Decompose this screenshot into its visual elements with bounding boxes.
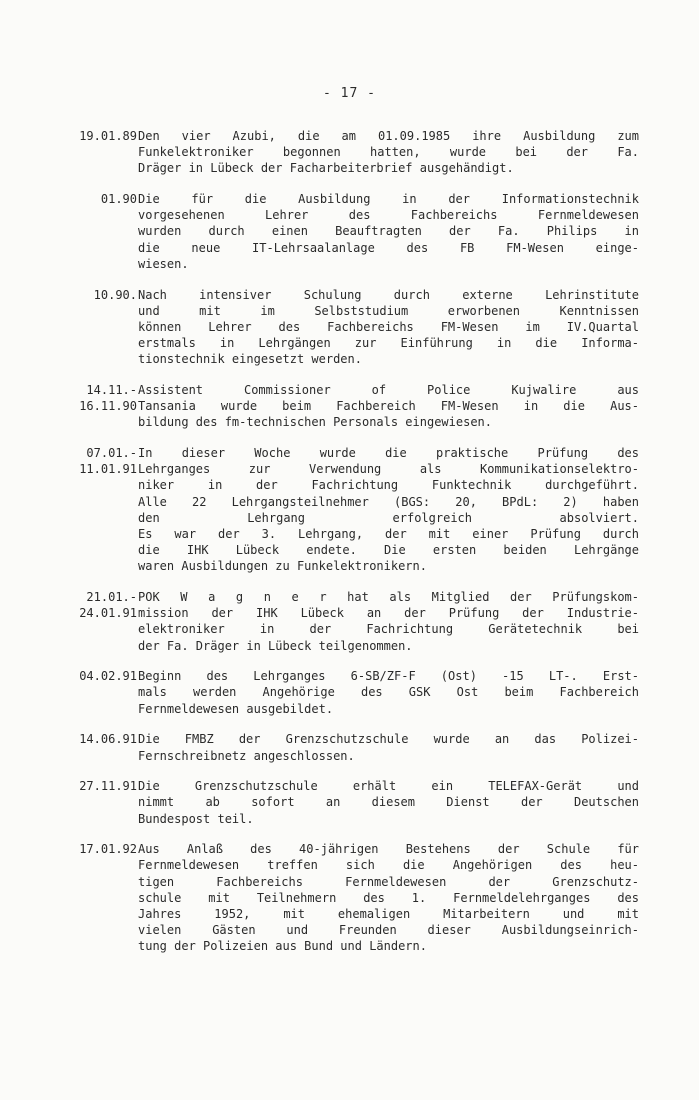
entry-text-line: Fernmeldewesen ausgebildet. bbox=[138, 701, 334, 716]
entry-text bbox=[138, 128, 639, 177]
entry-text bbox=[138, 668, 639, 717]
entry-date-line: 11.01.91 bbox=[79, 462, 137, 477]
chronicle-entry bbox=[0, 841, 699, 954]
entry-text-line: erstmals in Lehrgängen zur Einführung in die Informa- bbox=[138, 336, 639, 351]
entry-date bbox=[0, 731, 137, 747]
chronicle-entry bbox=[0, 382, 699, 431]
chronicle-entry bbox=[0, 778, 699, 827]
entry-text-line: nimmt ab sofort an diesem Dienst der Deutschen bbox=[138, 795, 639, 810]
entry-text-line: den Lehrgang erfolgreich absolviert. bbox=[138, 510, 639, 525]
entry-date-line: 14.11.- bbox=[86, 382, 137, 397]
entry-date-line: 04.02.91 bbox=[79, 669, 137, 684]
entry-text-line: vorgesehenen Lehrer des Fachbereichs Fernmeldewesen bbox=[138, 208, 639, 223]
entry-text-line: vielen Gästen und Freunden dieser Ausbildungseinrich- bbox=[138, 923, 639, 938]
entry-text-line: bildung des fm-technischen Personals eingewiesen. bbox=[138, 415, 493, 430]
entry-text-line: können Lehrer des Fachbereichs FM-Wesen im IV.Quartal bbox=[138, 319, 639, 334]
entry-text-line: wurden durch einen Beauftragten der Fa. Philips in bbox=[138, 224, 639, 239]
entry-text bbox=[138, 445, 639, 575]
entry-text-line: Die FMBZ der Grenzschutzschule wurde an das Polizei- bbox=[138, 732, 639, 747]
entry-text-line: Fernschreibnetz angeschlossen. bbox=[138, 748, 355, 763]
chronicle-entry bbox=[0, 731, 699, 763]
entry-text-line: Die für die Ausbildung in der Informationstechnik bbox=[138, 192, 639, 207]
entry-date-line: 10.90. bbox=[93, 287, 137, 302]
entry-date-line: 27.11.91 bbox=[79, 779, 137, 794]
entry-text-line: tung der Polizeien aus Bund und Ländern. bbox=[138, 939, 427, 954]
entry-date-line: 14.06.91 bbox=[79, 732, 137, 747]
entry-text-line: waren Ausbildungen zu Funkelektronikern. bbox=[138, 559, 427, 574]
entry-text-line: wiesen. bbox=[138, 256, 189, 271]
entry-text-line: mission der IHK Lübeck an der Prüfung der Industrie- bbox=[138, 606, 639, 621]
entry-text-line: niker in der Fachrichtung Funktechnik durchgeführt. bbox=[138, 478, 639, 493]
entry-text-line: Lehrganges zur Verwendung als Kommunikationselektro- bbox=[138, 462, 639, 477]
entry-text-line: Tansania wurde beim Fachbereich FM-Wesen in die Aus- bbox=[138, 399, 639, 414]
entry-text-line: Fernmeldewesen treffen sich die Angehörigen des heu- bbox=[138, 858, 639, 873]
entry-date bbox=[0, 778, 137, 794]
entry-text-line: tigen Fachbereichs Fernmeldewesen der Grenzschutz- bbox=[138, 874, 639, 889]
entry-date-line: 16.11.90 bbox=[79, 399, 137, 414]
entry-date-line: 07.01.- bbox=[86, 446, 137, 460]
entry-text-line: Nach intensiver Schulung durch externe Lehrinstitute bbox=[138, 287, 639, 302]
entry-text-line: Die Grenzschutzschule erhält ein TELEFAX-Gerät und bbox=[138, 779, 639, 794]
chronicle-entry bbox=[0, 287, 699, 368]
entry-date bbox=[0, 128, 137, 144]
entry-text-line: Bundespost teil. bbox=[138, 811, 254, 826]
entry-date-line: 19.01.89 bbox=[79, 129, 137, 143]
entry-text bbox=[138, 382, 639, 431]
entry-text-line: schule mit Teilnehmern des 1. Fernmeldelehrganges des bbox=[138, 890, 639, 905]
entry-text-line: Jahres 1952, mit ehemaligen Mitarbeitern und mit bbox=[138, 907, 639, 921]
entry-text-line: Den vier Azubi, die am 01.09.1985 ihre Ausbildung zum bbox=[138, 129, 639, 143]
entry-text-line: die neue IT-Lehrsaalanlage des FB FM-Wesen einge- bbox=[138, 240, 639, 255]
entry-text-line: Aus Anlaß des 40-jährigen Bestehens der Schule für bbox=[138, 842, 639, 857]
entry-text-line: Beginn des Lehrganges 6-SB/ZF-F (Ost) -15 LT-. Erst- bbox=[138, 669, 639, 684]
entry-text-line: POK W a g n e r hat als Mitglied der Prüfungskom- bbox=[138, 590, 639, 604]
entry-date-line: 17.01.92 bbox=[79, 842, 137, 857]
entry-date bbox=[0, 841, 137, 857]
chronicle-entry bbox=[0, 191, 699, 272]
entry-text bbox=[138, 731, 639, 763]
entry-text-line: Alle 22 Lehrgangsteilnehmer (BGS: 20, BPdL: 2) haben bbox=[138, 494, 639, 509]
entry-text-line: elektroniker in der Fachrichtung Gerätetechnik bei bbox=[138, 622, 639, 637]
entry-date bbox=[0, 445, 137, 477]
chronicle-entry bbox=[0, 668, 699, 717]
chronicle-entry bbox=[0, 128, 699, 177]
entry-text bbox=[138, 287, 639, 368]
entry-date-line: 01.90 bbox=[100, 192, 137, 207]
entry-text-line: tionstechnik eingesetzt werden. bbox=[138, 352, 362, 367]
entry-text bbox=[138, 191, 639, 272]
chronicle-entry bbox=[0, 589, 699, 654]
entry-text-line: mals werden Angehörige des GSK Ost beim Fachbereich bbox=[138, 685, 639, 700]
entry-date bbox=[0, 382, 137, 414]
entry-text bbox=[138, 841, 639, 954]
entry-text-line: der Fa. Dräger in Lübeck teilgenommen. bbox=[138, 638, 413, 653]
entry-text-line: Funkelektroniker begonnen hatten, wurde bei der Fa. bbox=[138, 145, 639, 160]
entry-date bbox=[0, 191, 137, 207]
entry-date-line: 21.01.- bbox=[86, 590, 137, 604]
entry-date-line: 24.01.91 bbox=[79, 606, 137, 621]
entry-date bbox=[0, 668, 137, 684]
chronicle-entry bbox=[0, 445, 699, 575]
entry-text-line: die IHK Lübeck endete. Die ersten beiden Lehrgänge bbox=[138, 543, 639, 558]
entry-text-line: Dräger in Lübeck der Facharbeiterbrief ausgehändigt. bbox=[138, 161, 514, 176]
entry-text-line: und mit im Selbststudium erworbenen Kenntnissen bbox=[138, 303, 639, 318]
entry-text bbox=[138, 778, 639, 827]
entry-date bbox=[0, 287, 137, 303]
entry-text-line: Assistent Commissioner of Police Kujwalire aus bbox=[138, 382, 639, 397]
page-number: - 17 - bbox=[323, 86, 376, 101]
entry-text bbox=[138, 589, 639, 654]
entry-text-line: In dieser Woche wurde die praktische Prüfung des bbox=[138, 446, 639, 460]
chronicle-entries bbox=[0, 128, 699, 969]
entry-date bbox=[0, 589, 137, 621]
entry-text-line: Es war der 3. Lehrgang, der mit einer Prüfung durch bbox=[138, 526, 639, 541]
